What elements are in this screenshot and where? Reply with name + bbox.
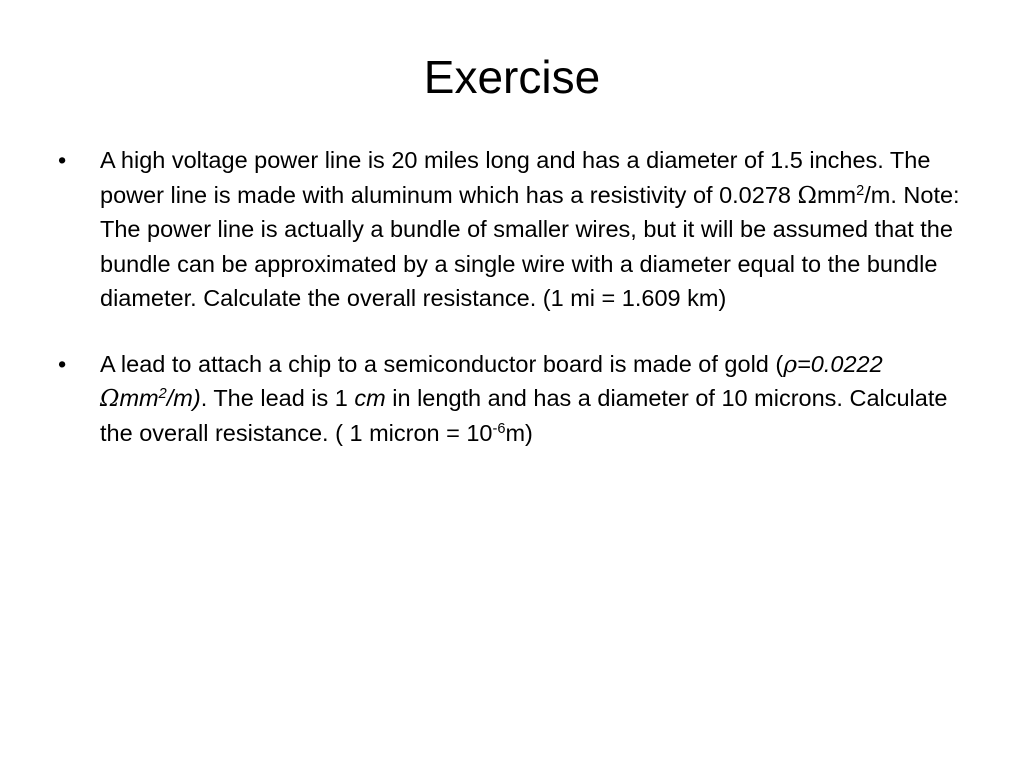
bullet2-text-c: in length and has a diameter of 10 microns. Calculate the overall resistance. ( 1 micron = 10 — [100, 385, 948, 446]
omega-symbol: Ω — [100, 384, 120, 412]
bullet2-ital-a: =0.0222 — [797, 350, 883, 377]
bullet1-text-a: A high voltage power line is 20 miles long and has a diameter of 1.5 inches. The power line is made with aluminum which has a resistivity of 0.0278 — [100, 147, 931, 208]
bullet2-text-b: . The lead is 1 — [200, 385, 355, 411]
bullet1-text-b: mm — [816, 181, 857, 208]
slide-title: Exercise — [423, 51, 601, 103]
unit-cm: cm — [354, 385, 386, 411]
bullet2-ital-b: mm — [119, 385, 159, 411]
omega-symbol: Ω — [797, 180, 817, 209]
bullet-list — [58, 143, 968, 481]
bullet2-ital-c: /m) — [166, 385, 201, 411]
bullet-item-power-line — [58, 143, 968, 316]
superscript-exponent: -6 — [492, 420, 506, 437]
bullet2-text-a: A lead to attach a chip to a semiconductor board is made of gold ( — [100, 350, 784, 377]
bullet-item-gold-lead — [58, 347, 968, 451]
bullet-icon: • — [58, 147, 67, 173]
superscript-2: 2 — [158, 386, 167, 402]
bullet-icon: • — [58, 350, 67, 377]
superscript-2: 2 — [856, 182, 865, 199]
bullet2-text-d: m) — [505, 419, 533, 446]
rho-symbol: ρ — [783, 349, 798, 378]
bullet1-text-c: /m. Note: The power line is actually a bundle of smaller wires, but it will be assumed that the bundle can be approximated by a single wire with a diameter equal to the bundle diameter. Calculate the overall resistance. (1 mi = 1.609 km) — [100, 181, 960, 311]
